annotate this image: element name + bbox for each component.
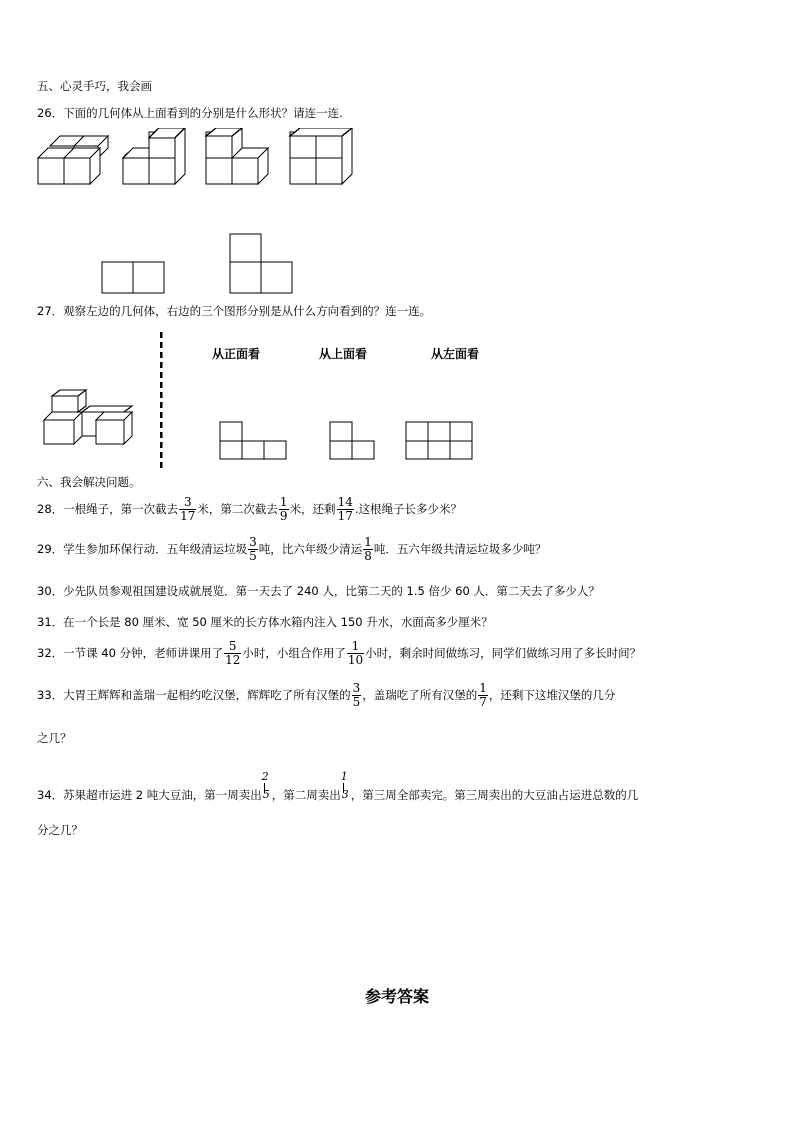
q28-part-3: 米，还剩 — [289, 502, 336, 517]
q27-view-1 — [220, 422, 286, 459]
question-30-text: 30．少先队员参观祖国建设成就展览．第一天去了 240 人，比第二天的 1.5 倍少 60 人．第二天去了多少人？ — [37, 584, 600, 598]
q32-part-2: 小时，小组合作用了 — [242, 646, 346, 661]
denominator: 8 — [364, 548, 372, 563]
numerator: 3 — [249, 535, 257, 549]
dashed-divider — [158, 332, 164, 472]
question-33 — [37, 682, 615, 708]
fraction — [261, 770, 272, 802]
q26-solid-1 — [38, 136, 108, 184]
q32-part-3: 小时，剩余时间做练习，同学们做练习用了多长时间？ — [365, 646, 642, 661]
denominator: 5 — [352, 694, 361, 709]
fraction — [347, 640, 364, 666]
q29-part-2: 吨，比六年级少清运 — [258, 542, 363, 557]
q26-view-two-squares — [102, 262, 164, 293]
q26-view-l-shape — [230, 234, 292, 293]
q33-part-3: ，还剩下这堆汉堡的几分 — [488, 688, 616, 703]
fraction — [478, 682, 488, 708]
question-29 — [37, 536, 546, 562]
denominator: 17 — [180, 508, 196, 523]
numerator: 1 — [351, 639, 360, 653]
fraction — [340, 770, 351, 802]
q33-part-1: 33．大胃王辉辉和盖瑞一起相约吃汉堡，辉辉吃了所有汉堡的 — [37, 688, 351, 703]
q29-part-3: 吨．五六年级共清运垃圾多少吨？ — [373, 542, 547, 557]
q34-part-3: ，第三周全部卖完。第三周卖出的大豆油占运进总数的几 — [350, 788, 639, 802]
q28-part-4: .这根绳子长多少米？ — [354, 502, 462, 517]
q34-part-1: 34．苏果超市运进 2 吨大豆油，第一周卖出 — [37, 788, 262, 802]
denominator: 3 — [341, 788, 349, 801]
q27-view-2 — [330, 422, 374, 459]
section-5-heading: 五、心灵手巧，我会画 — [37, 79, 152, 93]
q34-part-2: ，第二周卖出 — [271, 788, 341, 802]
question-28 — [37, 496, 462, 522]
label-left-view: 从左面看 — [431, 347, 480, 361]
question-31-text: 31．在一个长是 80 厘米、宽 50 厘米的长方体水箱内注入 150 升水，水面高多少厘米？ — [37, 615, 493, 629]
q26-top-views — [100, 232, 300, 296]
question-27-text: 27．观察左边的几何体，右边的三个图形分别是从什么方向看到的？连一连。 — [37, 304, 432, 318]
numerator: 14 — [337, 495, 353, 509]
q34-continuation: 分之几？ — [37, 823, 83, 837]
numerator: 5 — [228, 639, 237, 653]
denominator: 12 — [225, 652, 241, 667]
question-34 — [37, 770, 639, 803]
fraction — [248, 536, 258, 562]
q26-solid-3 — [206, 128, 268, 184]
label-front-view: 从正面看 — [212, 347, 261, 361]
denominator: 5 — [249, 548, 257, 563]
numerator: 1 — [279, 495, 288, 509]
section-6-heading: 六、我会解决问题。 — [37, 475, 141, 489]
q26-solids — [36, 128, 356, 190]
question-26-text: 26．下面的几何体从上面看到的分别是什么形状？请连一连. — [37, 106, 343, 120]
numerator: 2 — [261, 770, 269, 783]
denominator: 17 — [337, 508, 353, 523]
label-top-view: 从上面看 — [319, 347, 368, 361]
denominator: 5 — [262, 788, 270, 801]
fraction — [279, 496, 289, 522]
q27-views — [218, 420, 478, 462]
fraction — [363, 536, 373, 562]
q33-part-2: ，盖瑞吃了所有汉堡的 — [362, 688, 478, 703]
fraction — [352, 682, 362, 708]
q27-view-3 — [406, 422, 472, 459]
fraction — [179, 496, 196, 522]
numerator: 3 — [352, 681, 361, 695]
answer-title: 参考答案 — [364, 987, 429, 1006]
fraction — [224, 640, 241, 666]
q33-continuation: 之几？ — [37, 731, 72, 745]
denominator: 7 — [479, 694, 487, 709]
fraction — [337, 496, 354, 522]
numerator: 1 — [479, 681, 487, 695]
q28-part-2: 米，第二次截去 — [197, 502, 278, 517]
numerator: 3 — [183, 495, 192, 509]
denominator: 9 — [279, 508, 288, 523]
numerator: 1 — [364, 535, 372, 549]
question-32 — [37, 640, 641, 666]
denominator: 10 — [347, 652, 364, 667]
q32-part-1: 32．一节课 40 分钟，老师讲课用了 — [37, 646, 224, 661]
q26-solid-2 — [123, 128, 185, 184]
q26-solid-4 — [290, 128, 352, 184]
q28-part-1: 28．一根绳子，第一次截去 — [37, 502, 179, 517]
numerator: 1 — [340, 770, 348, 783]
q29-part-1: 29．学生参加环保行动．五年级清运垃圾 — [37, 542, 248, 557]
q27-solid — [40, 388, 140, 448]
